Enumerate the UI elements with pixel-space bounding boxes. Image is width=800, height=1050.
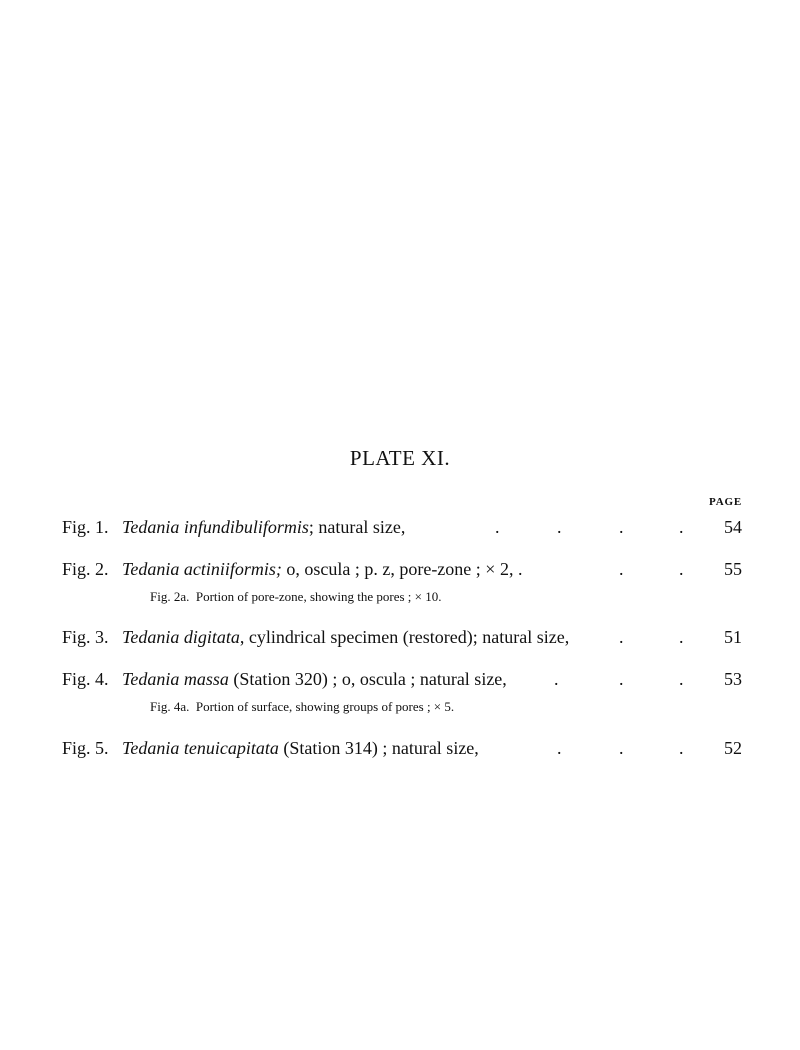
leader-dot: .	[679, 517, 684, 537]
page-column-header: PAGE	[709, 496, 742, 508]
figure-description: (Station 314) ; natural size,	[278, 738, 479, 758]
species-name: Tedania digitata	[122, 627, 240, 647]
plate-title: PLATE XI.	[349, 446, 451, 470]
page-number: 51	[724, 627, 742, 647]
leader-dot: .	[619, 669, 624, 689]
leader-dot: .	[557, 517, 562, 537]
subfigure-entry-2a	[150, 589, 442, 605]
figure-label: Fig. 3.	[62, 627, 109, 647]
figure-entry-2	[62, 559, 742, 583]
figure-label: Fig. 1.	[62, 517, 109, 537]
figure-description: o, oscula ; p. z, pore-zone ; × 2, .	[281, 559, 523, 579]
leader-dot: .	[554, 669, 559, 689]
leader-dot: .	[619, 627, 624, 647]
leader-dot: .	[679, 738, 684, 758]
figure-entry-3	[62, 627, 742, 651]
leader-dot: .	[557, 738, 562, 758]
figure-description: , cylindrical specimen (restored); natural size,	[239, 627, 570, 647]
species-name: Tedania tenuicapitata	[122, 738, 279, 758]
species-name: Tedania infundibuliformis	[122, 517, 309, 537]
subfigure-label: Fig. 4a.	[150, 699, 190, 714]
figure-description: (Station 320) ; o, oscula ; natural size,	[228, 669, 507, 689]
figure-description: ; natural size,	[308, 517, 406, 537]
figure-label: Fig. 2.	[62, 559, 109, 579]
leader-dot: .	[619, 517, 624, 537]
species-name: Tedania actiniiformis;	[122, 559, 282, 579]
leader-dot: .	[679, 669, 684, 689]
figure-entry-5	[62, 738, 742, 762]
subfigure-description: Portion of surface, showing groups of pores ; × 5.	[195, 699, 455, 714]
leader-dot: .	[619, 738, 624, 758]
species-name: Tedania massa	[122, 669, 229, 689]
leader-dot: .	[495, 517, 500, 537]
subfigure-description: Portion of pore-zone, showing the pores ; × 10.	[195, 589, 442, 604]
figure-entry-1	[62, 517, 742, 541]
page-number: 55	[724, 559, 742, 579]
leader-dot: .	[679, 627, 684, 647]
leader-dot: .	[679, 559, 684, 579]
figure-label: Fig. 5.	[62, 738, 109, 758]
figure-label: Fig. 4.	[62, 669, 109, 689]
page-number: 53	[724, 669, 742, 689]
leader-dot: .	[619, 559, 624, 579]
page-number: 54	[724, 517, 742, 537]
page-number: 52	[724, 738, 742, 758]
subfigure-label: Fig. 2a.	[150, 589, 190, 604]
figure-entry-4	[62, 669, 742, 693]
subfigure-entry-4a	[150, 699, 454, 715]
